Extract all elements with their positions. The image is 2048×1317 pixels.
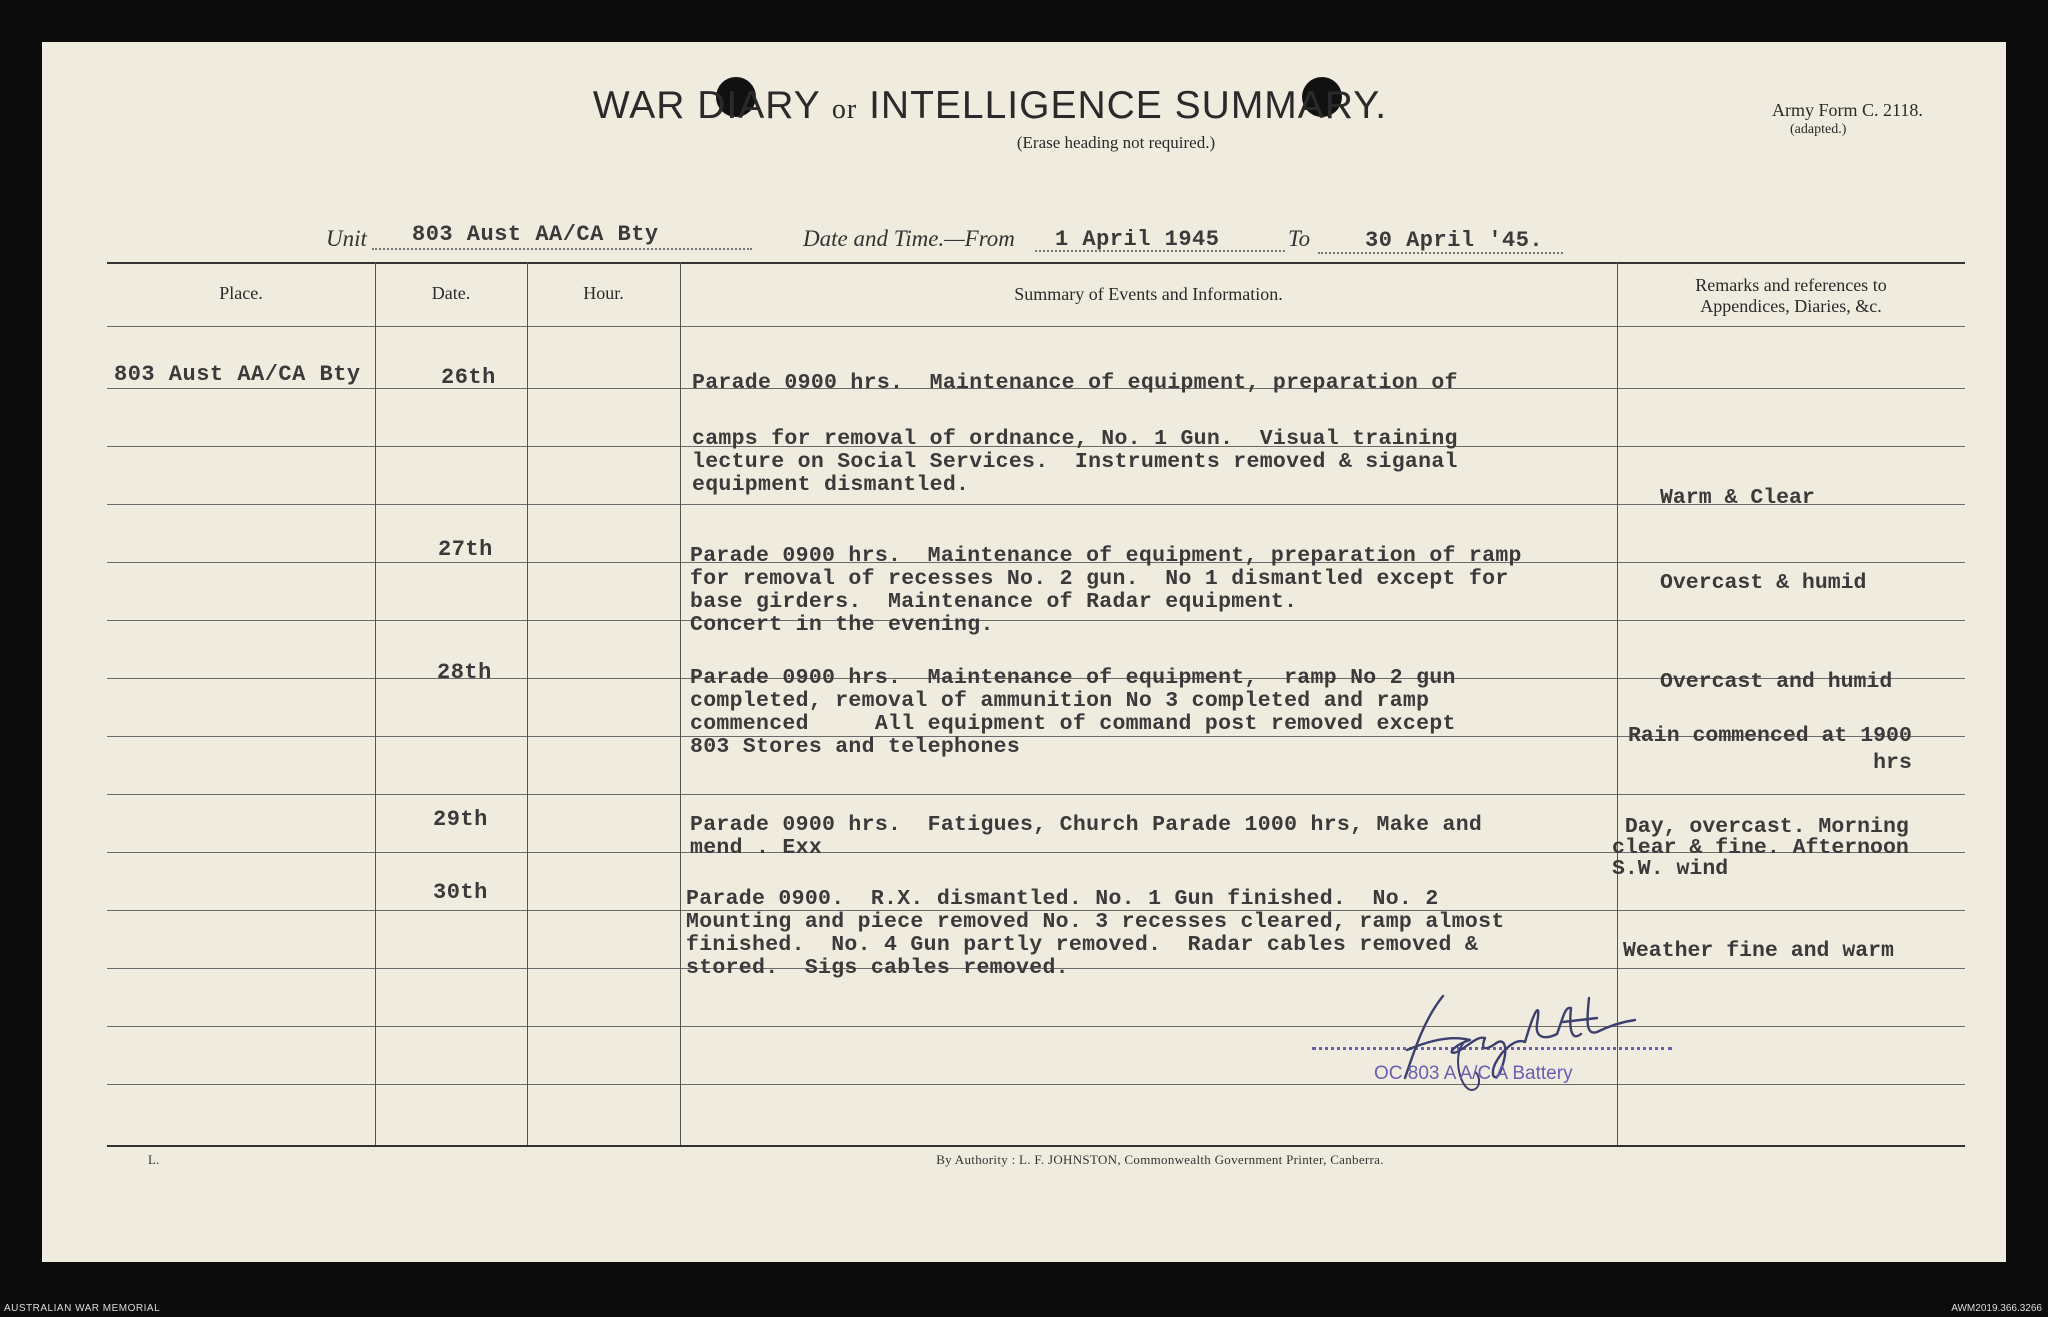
entry-remark: Day, overcast. Morning clear & fine. Afternoon S.W. wind	[1612, 815, 1909, 881]
war-diary-page	[42, 42, 2006, 1262]
date-time-label: Date and Time.—From	[803, 226, 1015, 251]
table-bottom-rule	[107, 1145, 1965, 1147]
column-divider	[680, 262, 681, 1145]
entry-summary: Parade 0900 hrs. Maintenance of equipment, preparation of ramp for removal of recesses No. 2 gun. No 1 dismantled except for base girders. Maintenance of Radar equipment. Concert in the evening.	[690, 544, 1522, 637]
printer-authority: By Authority : L. F. JOHNSTON, Commonwealth Government Printer, Canberra.	[936, 1152, 1384, 1167]
entry-remark: Overcast & humid	[1660, 571, 1867, 595]
entry-date: 29th	[433, 807, 488, 832]
column-header-date: Date.	[431, 283, 471, 303]
column-divider	[527, 262, 528, 1145]
to-date-value: 30 April '45.	[1365, 228, 1544, 253]
column-header-remarks	[1617, 275, 1965, 317]
table-row-rule	[107, 794, 1965, 795]
to-label: To	[1288, 226, 1311, 251]
entry-remark: Weather fine and warm	[1623, 939, 1894, 963]
from-date-value: 1 April 1945	[1055, 227, 1220, 252]
entry-summary: Parade 0900 hrs. Maintenance of equipment, ramp No 2 gun completed, removal of ammunition No 3 completed and ramp commenced All equipment of command post removed except 803 Stores and telephones	[690, 666, 1456, 759]
entry-date: 30th	[433, 880, 488, 905]
signature-caption: OC 803 A A/C A Battery	[1374, 1063, 1573, 1084]
table-top-rule	[107, 262, 1965, 264]
footer-code: L.	[148, 1152, 160, 1167]
unit-value: 803 Aust AA/CA Bty	[412, 222, 659, 247]
title-or: or	[831, 94, 858, 125]
column-header-summary: Summary of Events and Information.	[1014, 284, 1283, 304]
place-entry: 803 Aust AA/CA Bty	[114, 362, 361, 387]
entry-summary: Parade 0900 hrs. Maintenance of equipment, preparation of	[692, 371, 1458, 395]
column-divider	[375, 262, 376, 1145]
subtitle: (Erase heading not required.)	[1016, 133, 1216, 152]
entry-date: 27th	[438, 537, 493, 562]
archive-reference: AWM2019.366.3266	[1951, 1303, 2042, 1314]
remarks-header-line: Remarks and references to	[1695, 275, 1887, 295]
remarks-header-line: Appendices, Diaries, &c.	[1700, 296, 1882, 316]
entry-remark: Warm & Clear	[1660, 486, 1815, 510]
table-row-rule	[107, 326, 1965, 327]
army-form-number: Army Form C. 2118.	[1772, 100, 1923, 120]
table-row-rule	[107, 1084, 1965, 1085]
title-intelligence-summary: INTELLIGENCE SUMMARY.	[869, 84, 1388, 127]
entry-summary: Parade 0900. R.X. dismantled. No. 1 Gun finished. No. 2 Mounting and piece removed No. 3 recesses cleared, ramp almost finished. No. 4 Gun partly removed. Radar cables removed & stored. Sigs cables removed.	[686, 887, 1505, 980]
entry-summary: Parade 0900 hrs. Fatigues, Church Parade 1000 hrs, Make and mend . Exx	[690, 813, 1483, 860]
page-title	[0, 84, 1980, 128]
entry-date: 28th	[437, 660, 492, 685]
archive-institution: AUSTRALIAN WAR MEMORIAL	[4, 1303, 161, 1314]
title-war-diary: WAR DIARY	[592, 84, 821, 127]
entry-remark: Overcast and humid	[1660, 670, 1893, 694]
entry-summary: camps for removal of ordnance, No. 1 Gun. Visual training lecture on Social Services. Instruments removed & siganal equipment dismantled.	[692, 427, 1458, 497]
entry-remark: Rain commenced at 1900 hrs	[1628, 724, 1912, 775]
table-row-rule	[107, 1026, 1965, 1027]
column-header-place: Place.	[219, 283, 263, 303]
unit-dotted-line	[372, 248, 752, 250]
entry-date: 26th	[441, 365, 496, 390]
column-header-hour: Hour.	[583, 283, 624, 303]
army-form-adapted: (adapted.)	[1790, 122, 1847, 137]
unit-label: Unit	[326, 226, 367, 251]
